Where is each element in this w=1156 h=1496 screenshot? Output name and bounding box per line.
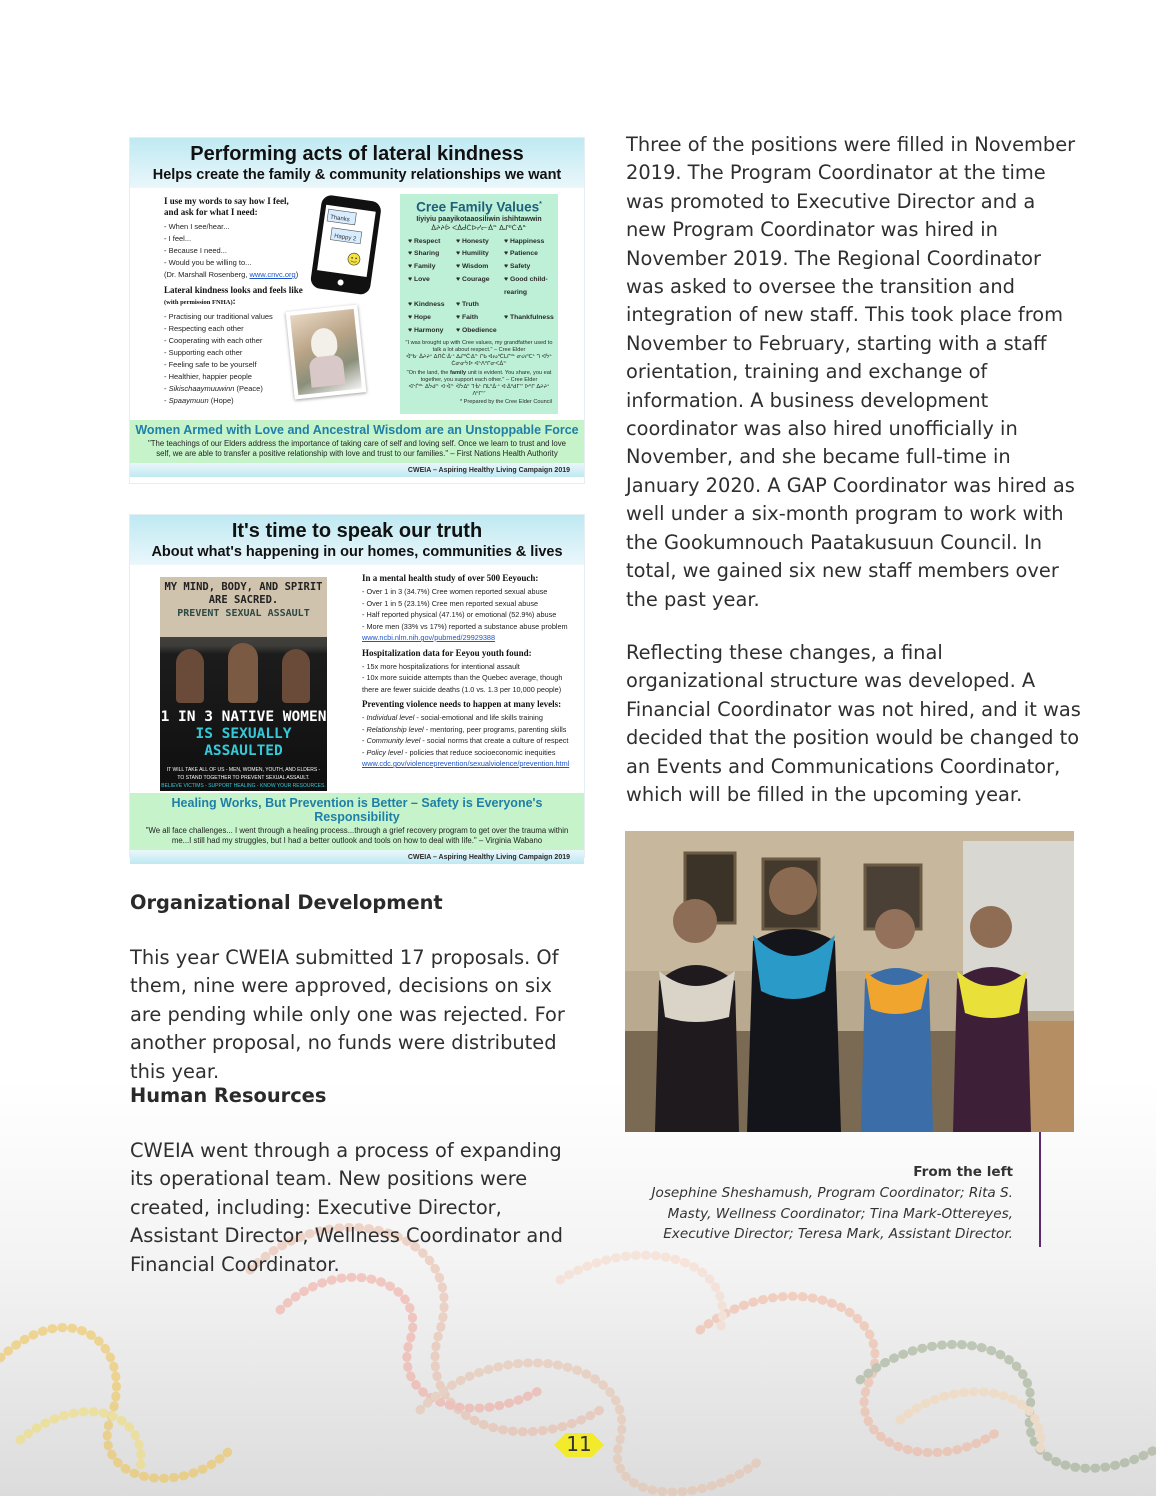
values-prepared: * Prepared by the Cree Elder Council <box>459 398 552 405</box>
heart-icon: ♥ <box>456 275 462 283</box>
poster-footer-quote: "We all face challenges... I went through a healing process...through a grief recovery program to get over the trauma within me...I still had my struggles, but I had a better outlook and tools on how to deal with life." – Virginia Wabano <box>145 826 569 845</box>
values-quote-2: "On the land, the family unit is evident. You share, you eat together, you support each other." – Cree Elder <box>406 369 552 383</box>
heart-icon: ♥ <box>408 237 414 245</box>
right-column-text <box>626 131 1081 809</box>
poster-footer <box>130 793 584 850</box>
poster-credit: CWEIA – Aspiring Healthy Living Campaign 2019 <box>130 463 584 477</box>
heart-icon: ♥ <box>408 314 414 322</box>
values-cree-name: Iiyiyiu paayikotaaosiliwin ishihtawwin <box>416 215 542 223</box>
women-figures <box>160 637 327 703</box>
prevent-list <box>362 712 580 770</box>
cree-family-values-panel <box>400 194 558 414</box>
human-resources-heading: Human Resources <box>130 1084 327 1107</box>
image-fine-3: BELIEVE VICTIMS - SUPPORT HEALING - KNOW YOUR RESOURCES. <box>161 783 326 789</box>
value-item <box>504 325 560 338</box>
values-title: Cree Family Values* <box>416 199 542 215</box>
list-item: - Sikischaaymuuwinn (Peace) <box>164 384 263 393</box>
value-item: ♥ Sharing <box>408 250 440 258</box>
human-resources-text: CWEIA went through a process of expanding its operational team. New positions were created, including: Executive Director, Assistant Director, Wellness Coordinator and Financial Coordinator. <box>130 1139 563 1276</box>
value-item <box>504 299 560 312</box>
caption-rule <box>1039 1132 1041 1247</box>
prevent-sexual-assault-image <box>160 577 327 791</box>
poster-footer-title: Healing Works, But Prevention is Better – Safety is Everyone's Responsibility <box>171 796 543 824</box>
prevent-heading: Preventing violence needs to happen at many levels: <box>362 699 562 709</box>
list-item: - When I see/hear... <box>164 222 230 231</box>
child-photo <box>286 304 367 399</box>
value-item: ♥ Hope <box>408 314 431 322</box>
value-item: ♥ Respect <box>408 237 441 245</box>
value-item: ♥ Truth <box>456 301 479 309</box>
list-item: - Cooperating with each other <box>164 336 263 345</box>
poster-body <box>130 188 584 420</box>
heart-icon: ♥ <box>408 301 414 309</box>
list-item: - Community level - social norms that create a culture of respect <box>362 736 569 745</box>
image-headline-3: PREVENT SEXUAL ASSAULT <box>177 608 310 619</box>
hosp-list <box>362 661 580 696</box>
poster-subtitle: Helps create the family & community relationships we want <box>152 167 562 183</box>
value-item: ♥ Patience <box>504 250 538 258</box>
caption-title: From the left <box>913 1164 1013 1180</box>
list-item: - Because I need... <box>164 246 227 255</box>
list-item: - Healthier, happier people <box>164 372 252 381</box>
heart-icon: ♥ <box>504 275 510 283</box>
list-item: - Over 1 in 5 (23.1%) Cree men reported sexual abuse <box>362 598 539 608</box>
phone-bubble-1: Thanks <box>329 214 351 224</box>
words-heading: I use my words to say how I feel, and ask for what I need: <box>164 196 289 217</box>
list-item: - Spaaymuun (Hope) <box>164 396 234 405</box>
list-item: - Supporting each other <box>164 348 243 357</box>
list-item: - Policy level - policies that reduce socioeconomic inequities <box>362 747 556 757</box>
kindness-list <box>164 311 304 407</box>
list-item: - I feel... <box>164 234 192 243</box>
heart-icon: ♥ <box>504 237 510 245</box>
poster-header <box>130 515 584 565</box>
heart-icon: ♥ <box>408 263 414 271</box>
ncbi-link[interactable]: www.ncbi.nlm.nih.gov/pubmed/29929388 <box>362 633 496 642</box>
truth-facts <box>362 573 580 770</box>
study-list <box>362 586 580 644</box>
poster-footer-quote: "The teachings of our Elders address the importance of taking care of self and loving self. Once we learn to trust and love self, we are able to transfer a positive relationship with love and trust to our families." – First Nations Health Authority <box>148 439 566 458</box>
values-syllabics-3: ᐊᔅᒌᐦᒡ ᐃᔮᑯᓐ ᐊᐧᐋᓐ ᐋᔮᐃᐦ ᒣᒀᒡ ᑎᒪᐦᐄᐧᐣ ᐊᐧᐄᐦᑯᒥᔥ ᐅᐦᒋ ᐃᔨᔨᐤ ᐱᐦᒋᔥ <box>408 383 550 397</box>
kindness-heading: Lateral kindness looks and feels like (with permission FNHA): <box>164 285 303 306</box>
image-fine-2: TO STAND TOGETHER TO PREVENT SEXUAL ASSAULT. <box>177 775 310 781</box>
image-headline-1: MY MIND, BODY, AND SPIRIT <box>164 581 323 593</box>
heart-icon: ♥ <box>456 301 462 309</box>
heart-icon: ♥ <box>408 327 414 335</box>
value-item: ♥ Thankfulness <box>504 314 554 322</box>
heart-icon: ♥ <box>408 250 414 258</box>
speak-our-truth-poster <box>130 515 584 861</box>
poster-title: Performing acts of lateral kindness <box>190 143 524 165</box>
lateral-kindness-poster <box>130 138 584 483</box>
values-grid <box>404 236 554 338</box>
poster-credit: CWEIA – Aspiring Healthy Living Campaign 2019 <box>130 850 584 864</box>
citation: (Dr. Marshall Rosenberg, www.cnvc.org) <box>164 270 299 279</box>
staff-group-photo <box>625 831 1074 1132</box>
poster-header <box>130 138 584 188</box>
list-item: - Respecting each other <box>164 324 244 333</box>
hosp-heading: Hospitalization data for Eeyou youth found: <box>362 647 532 658</box>
value-item: ♥ Harmony <box>408 327 444 335</box>
cdc-link[interactable]: www.cdc.gov/violenceprevention/sexualviolence/prevention.html <box>362 759 570 768</box>
cnvc-link[interactable]: www.cnvc.org <box>249 270 296 279</box>
list-item: - Feeling safe to be yourself <box>164 360 257 369</box>
value-item: ♥ Wisdom <box>456 263 489 271</box>
words-section <box>164 196 304 407</box>
phone-icon <box>306 192 388 296</box>
heart-icon: ♥ <box>408 275 414 283</box>
value-item: ♥ Good child-rearing <box>504 275 548 296</box>
poster-title: It's time to speak our truth <box>231 520 483 542</box>
poster-subtitle: About what's happening in our homes, communities & lives <box>151 544 563 560</box>
value-item: ♥ Happiness <box>504 237 545 245</box>
caption-names: Josephine Sheshamush, Program Coordinator; Rita S. Masty, Wellness Coordinator; Tina Mark-Ottereyes, Executive Director; Teresa Mark, Assistant Director. <box>651 1184 1013 1243</box>
value-item: ♥ Love <box>408 275 430 283</box>
heart-icon: ♥ <box>456 237 462 245</box>
poster-footer <box>130 420 584 463</box>
list-item: - Would you be willing to... <box>164 258 252 267</box>
value-item: ♥ Humility <box>456 250 489 258</box>
poster-footer-title: Women Armed with Love and Ancestral Wisdom are an Unstoppable Force <box>135 423 579 437</box>
list-item: - More men (33% vs 17%) reported a substance abuse problem <box>362 621 568 631</box>
heart-icon: ♥ <box>456 250 462 258</box>
value-item: ♥ Honesty <box>456 237 489 245</box>
value-item: ♥ Family <box>408 263 436 271</box>
organizational-development-text: This year CWEIA submitted 17 proposals. Of them, nine were approved, decisions on six are pending while only one was rejected. For another proposal, no funds were distributed this year. <box>130 946 565 1083</box>
heart-icon: ♥ <box>456 314 462 322</box>
list-item: - 15x more hospitalizations for intentional assault <box>362 661 520 671</box>
image-stat-1: 1 IN 3 NATIVE WOMEN <box>160 709 327 725</box>
list-item: - Over 1 in 3 (34.7%) Cree women reported sexual abuse <box>362 587 548 596</box>
photo-caption <box>628 1162 1013 1245</box>
heart-icon: ♥ <box>456 263 462 271</box>
paragraph: Reflecting these changes, a final organizational structure was developed. A Financial Coordinator was not hired, and it was decided that the position would be changed to an Events and Communications Coordinator, which will be filled in the upcoming year. <box>626 640 1081 806</box>
heart-icon: ♥ <box>504 263 510 271</box>
heart-icon: ♥ <box>456 327 462 335</box>
list-item: - Half reported physical (47.1%) or emotional (52.9%) abuse <box>362 610 557 619</box>
values-quote-1: "I was brought up with Cree values, my grandfather used to talk a lot about respect." – Cree Elder <box>405 339 553 353</box>
value-item: ♥ Courage <box>456 275 490 283</box>
organizational-development-heading: Organizational Development <box>130 891 443 914</box>
values-syllabics-2: ᐋᐦᑲᐧ ᐄᔨᔨᐤ ᐃᑎᑖᐧᐄᐧᐣ ᐃᔑᐦᑖᐎᓐ ᒋᑲ ᐊᔓᐦᑖᒪᒋᐦᒡ ᓂᔖᐦᑕᒡ ᒉ ᐊᔮᒡ ᑖᓂᓂᔮᐅ ᐊᔅᐱᐦᒋᓂᐸᐄᓐ <box>406 353 552 367</box>
page-number: 11 <box>566 1432 592 1456</box>
study-heading: In a mental health study of over 500 Eeyouch: <box>362 573 539 583</box>
heart-icon: ♥ <box>504 314 510 322</box>
words-list <box>164 221 304 281</box>
image-fine-1: IT WILL TAKE ALL OF US - MEN, WOMEN, YOUTH, AND ELDERS - <box>166 767 321 773</box>
image-stat-2: IS SEXUALLY ASSAULTED <box>195 726 292 759</box>
list-item: - Practising our traditional values <box>164 312 273 321</box>
values-syllabics: ᐄᔨᔨᐆ ᐸᐄᑰᑖᐅᓯᓕᐐᓐ ᐃᔑᐦᑖᐎᓐ <box>431 224 527 232</box>
list-item: - Individual level - social-emotional and life skills training <box>362 713 543 722</box>
value-item: ♥ Obedience <box>456 327 497 335</box>
value-item: ♥ Safety <box>504 263 531 271</box>
image-headline-2: ARE SACRED. <box>208 594 279 606</box>
phone-bubble-2: Happy 2 <box>333 233 357 243</box>
heart-icon: ♥ <box>504 250 510 258</box>
paragraph: Three of the positions were filled in November 2019. The Program Coordinator at the time was promoted to Executive Director and a new Program Coordinator was hired in November 2019. The Regional Coordinator was asked to oversee the transition and integration of new staff. This took place from November to February, starting with a staff orientation, training and exchange of information. A business development coordinator was also hired unofficially in November, and she became full-time in January 2020. A GAP Coordinator was hired as well under a six-month program to work with the Gookumnouch Paatakusuun Council. In total, we gained six new staff members over the past year. <box>626 133 1076 611</box>
poster-body <box>130 565 584 793</box>
value-item: ♥ Kindness <box>408 301 445 309</box>
list-item: - Relationship level - mentoring, peer programs, parenting skills <box>362 724 567 734</box>
list-item: - 10x more suicide attempts than the Quebec average, though there are fewer suicide deaths (1.0 vs. 1.3 per 10,000 people) <box>362 673 563 694</box>
value-item: ♥ Faith <box>456 314 479 322</box>
page-number-marker <box>546 1430 612 1460</box>
